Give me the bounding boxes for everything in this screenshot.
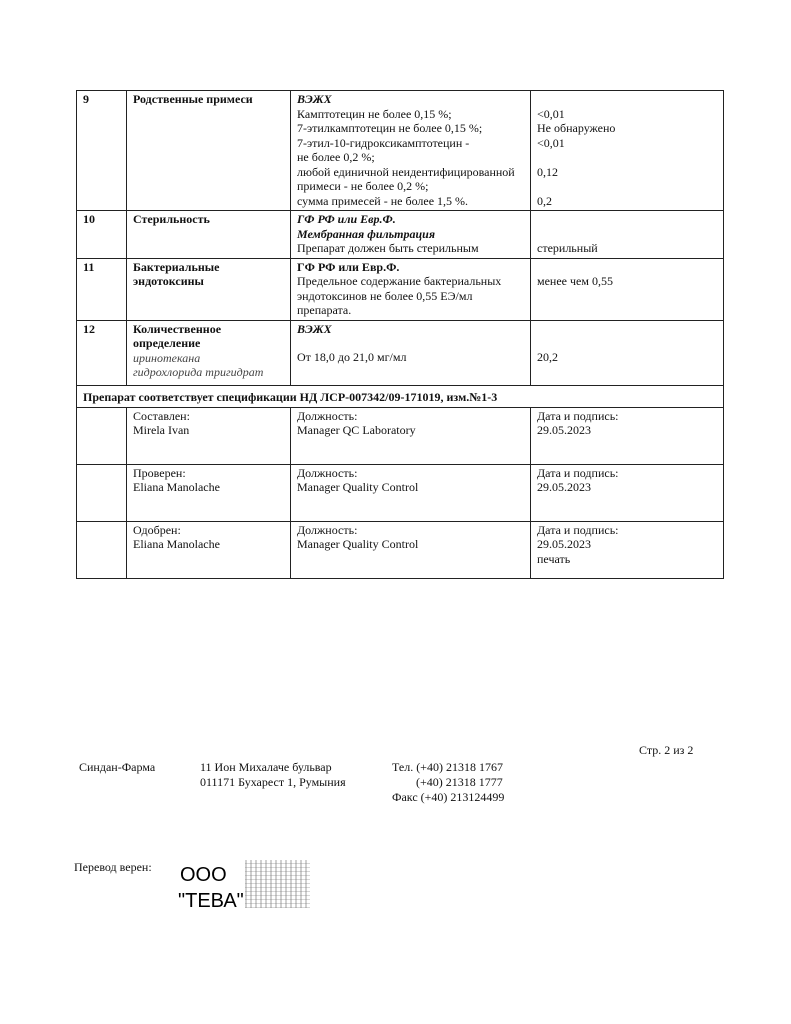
- sig-name: Eliana Manolache: [133, 480, 220, 494]
- method: ВЭЖХ: [297, 321, 332, 336]
- sig-position: Manager QC Laboratory: [297, 423, 416, 437]
- page-number: Стр. 2 из 2: [639, 743, 694, 757]
- test-name: Родственные примеси: [127, 91, 291, 211]
- row-number: 11: [77, 258, 127, 320]
- method: ГФ РФ или Евр.Ф.: [297, 259, 400, 274]
- signature-row: Проверен: Eliana Manolache Должность: Manager Quality Control Дата и подпись: 29.05.2023: [77, 464, 724, 521]
- method: ВЭЖХ: [297, 92, 332, 106]
- translation-label: Перевод верен:: [74, 860, 152, 874]
- conclusion-row: [77, 385, 724, 407]
- faded-stamp-image: [245, 860, 310, 908]
- table-row: [77, 258, 724, 320]
- sig-role: Составлен:: [133, 408, 190, 423]
- requirement-cell: ГФ РФ или Евр.Ф. Мембранная фильтрация Препарат должен быть стерильным: [291, 211, 531, 259]
- method: Мембранная фильтрация: [297, 226, 436, 241]
- test-name: Стерильность: [127, 211, 291, 259]
- requirement-cell: ГФ РФ или Евр.Ф. Предельное содержание бактериальных эндотоксинов не более 0,55 ЕЭ/мл препарата.: [291, 258, 531, 320]
- requirement-cell: ВЭЖХ Камптотецин не более 0,15 %; 7-этилкамптотецин не более 0,15 %; 7-этил-10-гидроксикамптотецин - не более 0,2 %; любой единичной неидентифицированной примеси - не более 0,2 %; сумма примесей - не более 1,5 %.: [291, 91, 531, 211]
- result-cell: менее чем 0,55: [531, 258, 724, 320]
- result-cell: <0,01 Не обнаружено <0,01 0,12 0,2: [531, 91, 724, 211]
- table-row: [77, 91, 724, 211]
- contacts: Тел. (+40) 21318 1767 (+40) 21318 1777 Факс (+40) 213124499: [392, 760, 505, 804]
- sig-name: Eliana Manolache: [133, 537, 220, 551]
- signature-row: Составлен: Mirela Ivan Должность: Manager QC Laboratory Дата и подпись: 29.05.2023: [77, 407, 724, 464]
- sig-date: 29.05.2023: [537, 537, 591, 551]
- conclusion: Препарат соответствует спецификации НД ЛСР-007342/09-171019, изм.№1-3: [77, 385, 724, 407]
- sig-date: 29.05.2023: [537, 480, 591, 494]
- address: 11 Ион Михалаче бульвар 011171 Бухарест 1, Румыния: [200, 760, 346, 789]
- result-cell: 20,2: [531, 320, 724, 385]
- seal-note: печать: [537, 551, 571, 566]
- sig-name: Mirela Ivan: [133, 423, 190, 437]
- requirement-cell: ВЭЖХ От 18,0 до 21,0 мг/мл: [291, 320, 531, 385]
- result-cell: стерильный: [531, 211, 724, 259]
- spec-table: [76, 90, 724, 579]
- row-number: 10: [77, 211, 127, 259]
- sig-position: Manager Quality Control: [297, 537, 419, 551]
- table-row: [77, 211, 724, 259]
- stamp-company-line1: ООО: [180, 864, 227, 886]
- company-name: Синдан-Фарма: [79, 760, 156, 774]
- method: ГФ РФ или Евр.Ф.: [297, 212, 396, 226]
- sig-role: Одобрен:: [133, 522, 181, 537]
- test-name: Бактериальные эндотоксины: [127, 258, 291, 320]
- row-number: 9: [77, 91, 127, 211]
- sig-role: Проверен:: [133, 465, 186, 480]
- table-row: [77, 320, 724, 385]
- row-number: 12: [77, 320, 127, 385]
- stamp-company-line2: "ТЕВА": [178, 890, 244, 912]
- test-name: Количественное определение иринотекана гидрохлорида тригидрат: [127, 320, 291, 385]
- sig-position: Manager Quality Control: [297, 480, 419, 494]
- sig-date: 29.05.2023: [537, 423, 591, 437]
- signature-row: Одобрен: Eliana Manolache Должность: Manager Quality Control Дата и подпись: 29.05.2023 печать: [77, 521, 724, 578]
